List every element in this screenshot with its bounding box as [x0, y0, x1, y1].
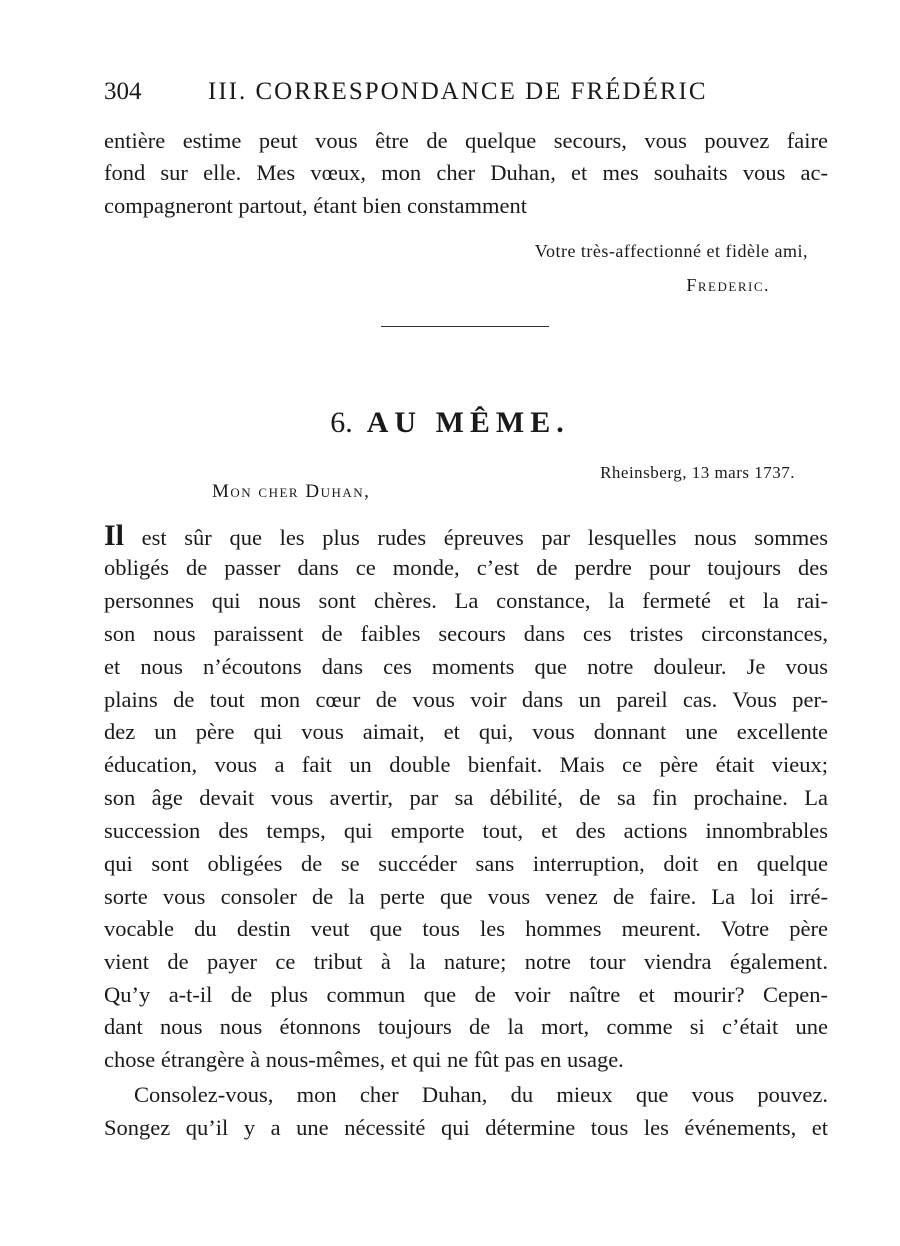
drop-cap: Il	[104, 519, 125, 552]
text-line: chose étrangère à nous-mêmes, et qui ne fût pas en usage.	[104, 1047, 624, 1072]
line-rest: est sûr que les plus rudes épreuves par lesquelles nous sommes	[124, 525, 828, 550]
text-line: succession des temps, qui emporte tout, et des actions innombrables	[104, 818, 828, 843]
letter-heading	[0, 406, 900, 440]
text-line-first	[104, 521, 828, 551]
text-line: dez un père qui vous aimait, et qui, vous donnant une excellente	[104, 719, 828, 744]
text-line: compagneront partout, étant bien constamment	[104, 193, 527, 218]
letter-title: AU MÊME.	[366, 406, 570, 439]
text-line: éducation, vous a fait un double bienfait. Mais ce père était vieux;	[104, 752, 828, 777]
text-line: vocable du destin veut que tous les hommes meurent. Votre père	[104, 916, 828, 941]
text-line: Songez qu’il y a une nécessité qui détermine tous les événements, et	[104, 1115, 828, 1140]
text-line: qui sont obligées de se succéder sans interruption, doit en quelque	[104, 851, 828, 876]
text-line: entière estime peut vous être de quelque secours, vous pouvez faire	[104, 128, 828, 153]
closing-formula: Votre très-affectionné et fidèle ami,	[534, 241, 808, 261]
text-line: obligés de passer dans ce monde, c’est de perdre pour toujours des	[104, 555, 828, 580]
text-line: Consolez-vous, mon cher Duhan, du mieux que vous pouvez.	[134, 1082, 828, 1107]
dateline: Rheinsberg, 13 mars 1737.	[600, 463, 795, 482]
text-line: sorte vous consoler de la perte que vous venez de faire. La loi irré-	[104, 884, 828, 909]
text-line: vient de payer ce tribut à la nature; notre tour viendra également.	[104, 949, 828, 974]
text-line: et nous n’écoutons dans ces moments que notre douleur. Je vous	[104, 654, 828, 679]
text-line: son nous paraissent de faibles secours dans ces tristes circonstances,	[104, 621, 828, 646]
salutation: Mon cher Duhan,	[212, 481, 371, 502]
text-line: Qu’y a-t-il de plus commun que de voir naître et mourir? Cepen-	[104, 982, 828, 1007]
text-line: dant nous nous étonnons toujours de la mort, comme si c’était une	[104, 1014, 828, 1039]
text-line: plains de tout mon cœur de vous voir dans un pareil cas. Vous per-	[104, 687, 828, 712]
page-number: 304	[104, 78, 142, 105]
text-line: fond sur elle. Mes vœux, mon cher Duhan, et mes souhaits vous ac-	[104, 160, 828, 185]
text-line: personnes qui nous sont chères. La constance, la fermeté et la rai-	[104, 588, 828, 613]
text-line: son âge devait vous avertir, par sa débilité, de sa fin prochaine. La	[104, 785, 828, 810]
running-title: III. CORRESPONDANCE DE FRÉDÉRIC	[208, 78, 708, 105]
signature: Frederic.	[686, 275, 770, 295]
section-divider	[381, 326, 549, 327]
running-head	[104, 78, 824, 106]
letter-number: 6.	[330, 406, 353, 439]
